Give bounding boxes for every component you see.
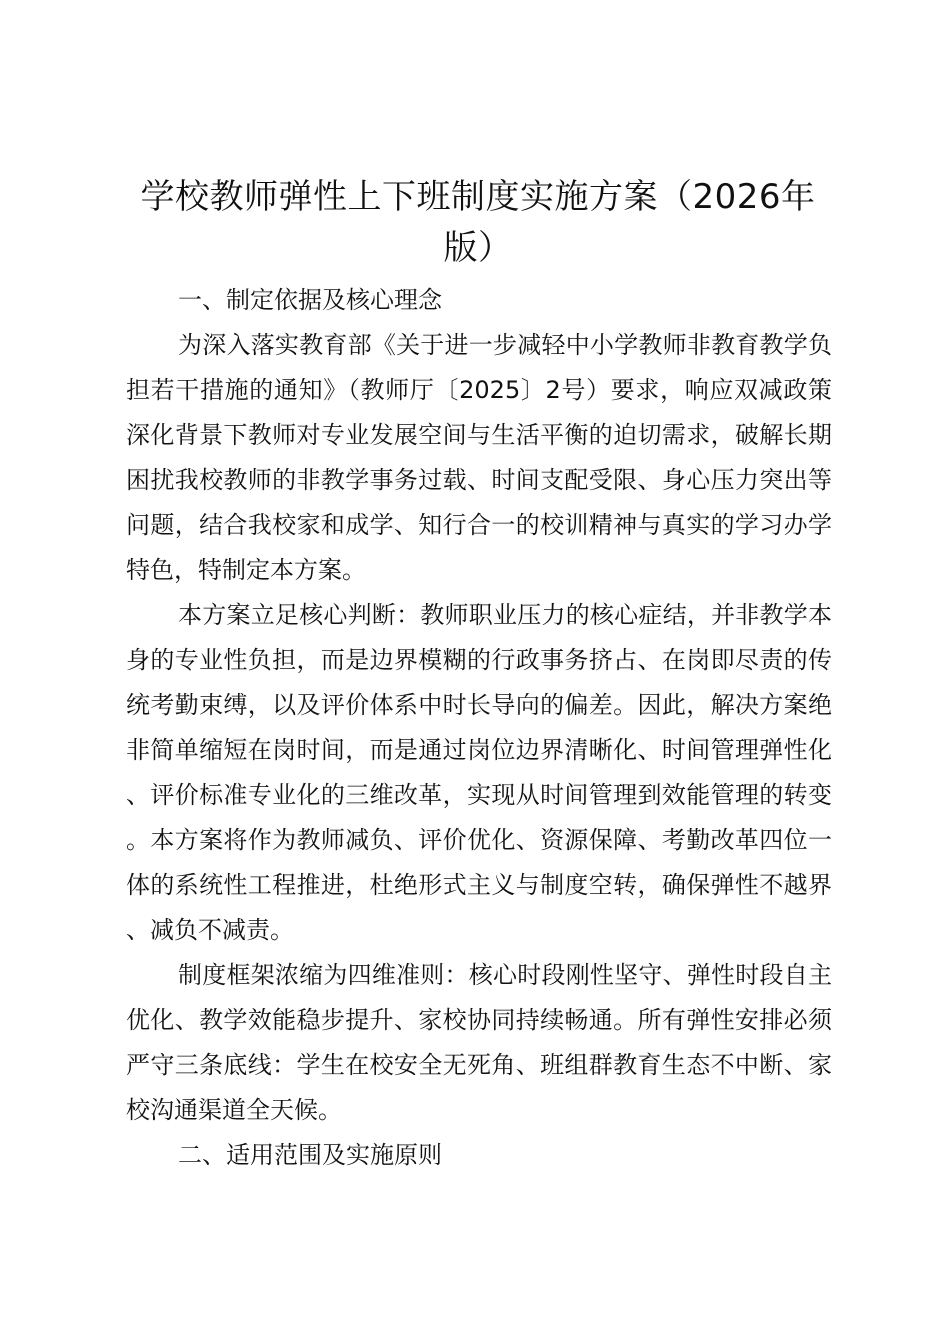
document-body <box>126 278 832 1178</box>
section-heading-1: 一、制定依据及核心理念 <box>178 286 442 314</box>
paragraph-1: 为深入落实教育部《关于进一步减轻中小学教师非教育教学负担若干措施的通知》（教师厅〔2025〕2号）要求，响应双减政策深化背景下教师对专业发展空间与生活平衡的迫切需求，破解长期困扰我校教师的非教学事务过载、时间支配受限、身心压力突出等问题，结合我校家和成学、知行合一的校训精神与真实的学习办学特色，特制定本方案。 <box>126 331 832 584</box>
document-title: 学校教师弹性上下班制度实施方案（2026年版） <box>140 177 816 268</box>
paragraph-2: 本方案立足核心判断：教师职业压力的核心症结，并非教学本身的专业性负担，而是边界模糊的行政事务挤占、在岗即尽责的传统考勤束缚，以及评价体系中时长导向的偏差。因此，解决方案绝非简单缩短在岗时间，而是通过岗位边界清晰化、时间管理弹性化、评价标准专业化的三维改革，实现从时间管理到效能管理的转变。本方案将作为教师减负、评价优化、资源保障、考勤改革四位一体的系统性工程推进，杜绝形式主义与制度空转，确保弹性不越界、减负不减责。 <box>126 601 832 944</box>
paragraph-3: 制度框架浓缩为四维准则：核心时段刚性坚守、弹性时段自主优化、教学效能稳步提升、家校协同持续畅通。所有弹性安排必须严守三条底线：学生在校安全无死角、班组群教育生态不中断、家校沟通渠道全天候。 <box>126 961 832 1124</box>
section-heading-2: 二、适用范围及实施原则 <box>178 1141 442 1169</box>
